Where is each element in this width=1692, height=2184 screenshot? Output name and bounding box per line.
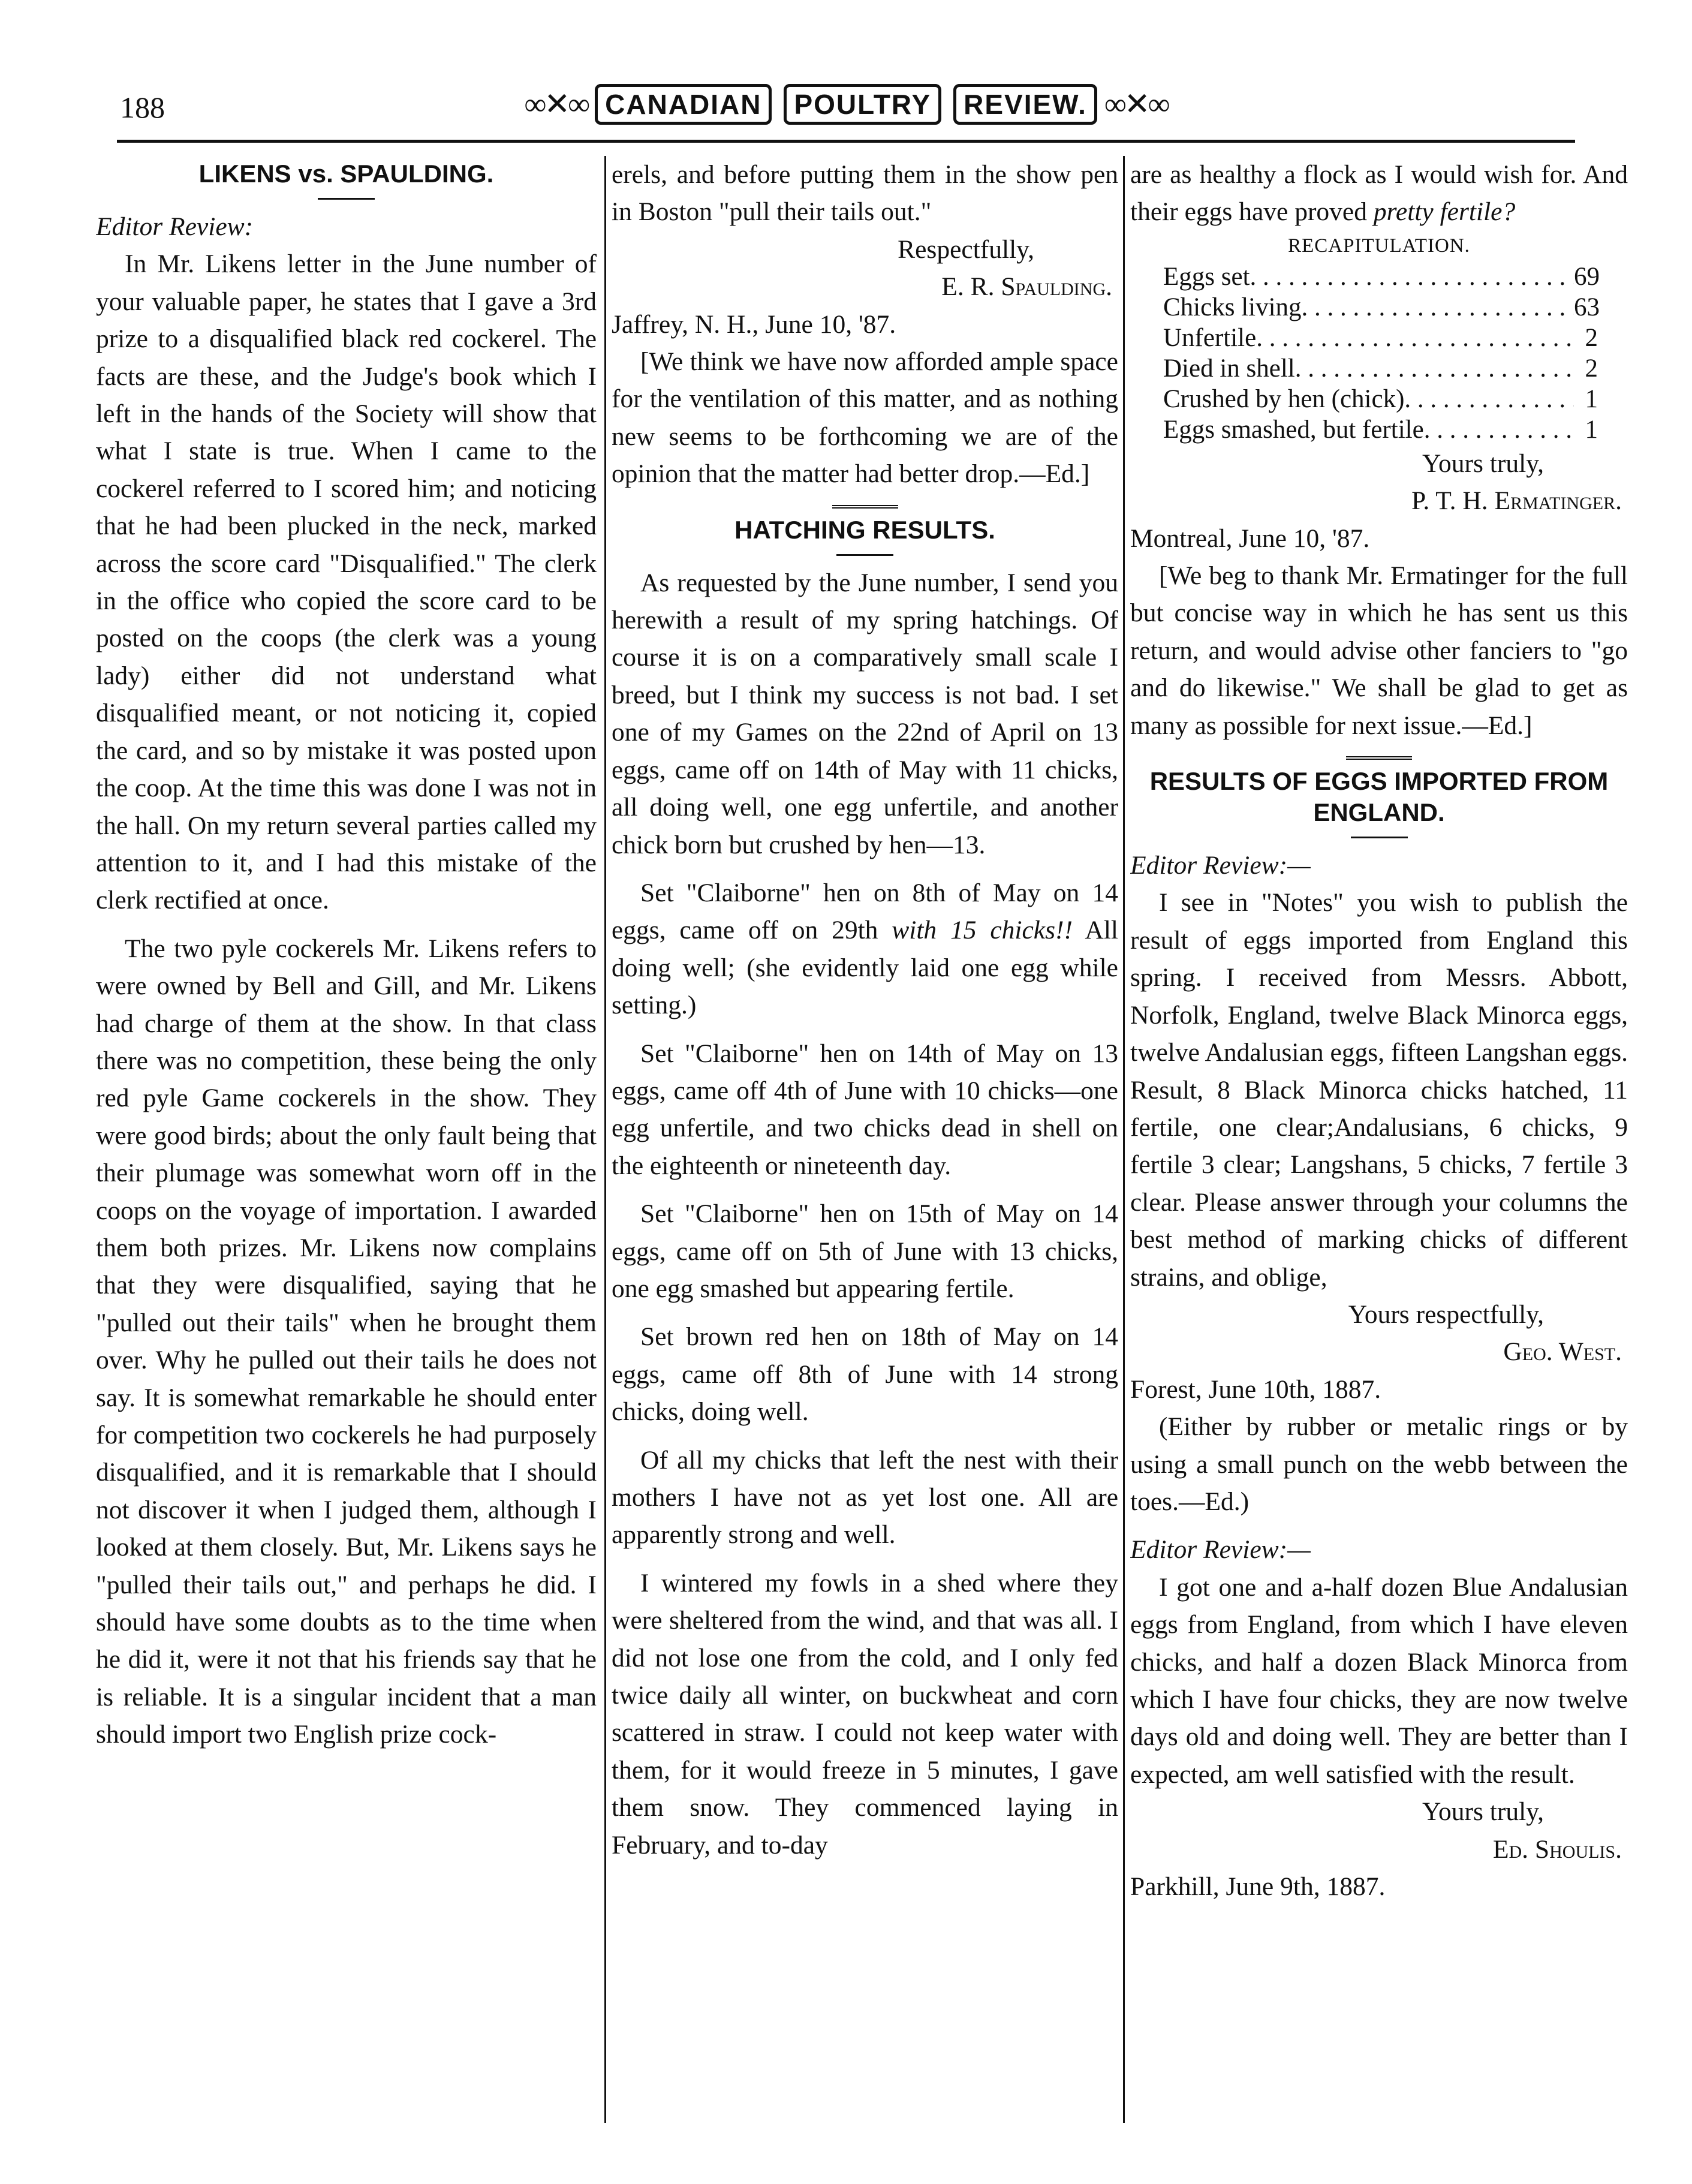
table-row	[1163, 323, 1598, 353]
column-3	[1130, 156, 1628, 2123]
article-title-likens: LIKENS vs. SPAULDING.	[198, 160, 494, 188]
dateline: Jaffrey, N. H., June 10, '87.	[612, 309, 896, 339]
page-number: 188	[120, 91, 165, 124]
title-rule	[836, 554, 893, 556]
paragraph: The two pyle cockerels Mr. Likens refers to were owned by Bell and Gill, and Mr. Likens had charge of them at the show. In that class there was no competition, these being the only red pyle Game cockerels in the show. They were good birds; about the only fault being that their plumage was somewhat worn off in the coops on the voyage of importation. I awarded them both prizes. Mr. Likens now complains that they were disqualified, saying that he "pulled out their tails" when he brought them over. Why he pulled out their tails he does not say. It is somewhat remarkable he should enter for competition two cockerels he had purposely disqualified, and it is remarkable that I should not discover it when I judged them, although I looked at them closely. But, Mr. Likens says he "pulled their tails out," and perhaps he did. I should have some doubts as to the time when he did it, were it not that his friends say that he is reliable. It is a singular incident that a man should import two English prize cock-	[96, 934, 597, 1749]
closing: Yours truly,	[1422, 1797, 1544, 1827]
masthead-word-canadian: CANADIAN	[595, 84, 772, 125]
article-title-eggs-imported: RESULTS OF EGGS IMPORTED FROM ENGLAND.	[1149, 767, 1609, 827]
closing: Yours respectfully,	[1348, 1299, 1544, 1329]
row-value: 2	[1585, 323, 1598, 352]
row-label: Unfertile	[1163, 323, 1257, 352]
paragraph: I see in "Notes" you wish to publish the result of eggs imported from England this spring. I received from Messrs. Abbott, Norfolk, England, twelve Black Minorca eggs, twelve Andalusian eggs, fifteen Langshan eggs. Result, 8 Black Minorca chicks hatched, 11 fertile, one clear;Andalusians, 6 chicks, 9 fertile 3 clear; Langshans, 5 chicks, 7 fertile 3 clear. Please answer through your columns the best method of marking chicks of different strains, and oblige,	[1130, 888, 1628, 1292]
row-label: Died in shell	[1163, 354, 1295, 383]
emphasis: pretty fertile?	[1373, 197, 1516, 227]
signature: E. R. Spaulding.	[941, 272, 1112, 302]
masthead	[0, 84, 1692, 125]
paragraph: Set "Claiborne" hen on 15th of May on 14 eggs, came off on 5th of June with 13 chicks, one egg smashed but appearing fertile.	[612, 1199, 1118, 1303]
title-rule	[1351, 837, 1408, 838]
row-value: 2	[1585, 354, 1598, 383]
closing: Respectfully,	[898, 234, 1034, 264]
column-divider-1	[604, 156, 606, 2123]
article-title-hatching: HATCHING RESULTS.	[734, 515, 995, 544]
dateline: Parkhill, June 9th, 1887.	[1130, 1872, 1386, 1902]
column-1	[96, 156, 597, 2123]
paragraph-text: are as healthy a flock as I would wish for. And their eggs have proved	[1130, 160, 1628, 227]
section-rule	[1346, 756, 1412, 760]
paragraph: I got one and a-half dozen Blue Andalusian eggs from England, from which I have eleven chicks, and half a dozen Black Minorca from which I have four chicks, they are now twelve days old and doing well. They are better than I expected, am well satisfied with the result.	[1130, 1572, 1628, 1789]
row-value: 63	[1574, 293, 1600, 321]
title-rule	[318, 198, 375, 200]
row-value: 1	[1585, 415, 1598, 444]
signature: Ed. Shoulis.	[1492, 1834, 1622, 1864]
row-value: 69	[1574, 262, 1600, 291]
recapitulation-heading: RECAPITULATION.	[1288, 234, 1470, 257]
row-value: 1	[1585, 384, 1598, 413]
paragraph	[612, 874, 1118, 1024]
signature: P. T. H. Ermatinger.	[1411, 486, 1622, 516]
dateline: Forest, June 10th, 1887.	[1130, 1374, 1381, 1404]
row-label: Chicks living	[1163, 293, 1302, 321]
paragraph-continued	[1130, 156, 1628, 231]
table-row	[1163, 261, 1598, 292]
table-row	[1163, 384, 1598, 414]
masthead-word-poultry: POULTRY	[784, 84, 941, 125]
table-row	[1163, 414, 1598, 445]
row-label: Eggs set	[1163, 262, 1250, 291]
masthead-word-review: REVIEW.	[953, 84, 1097, 125]
table-row	[1163, 353, 1598, 384]
dateline: Montreal, June 10, '87.	[1130, 524, 1370, 553]
editor-note: [We beg to thank Mr. Ermatinger for the full but concise way in which he has sent us this return, and would advise other fanciers to "go and do likewise." We shall be glad to get as many as possible for next issue.—Ed.]	[1130, 561, 1628, 740]
paragraph: Set "Claiborne" hen on 14th of May on 13 eggs, came off 4th of June with 10 chicks—one egg unfertile, and two chicks dead in shell on the eighteenth or nineteenth day.	[612, 1039, 1118, 1180]
row-label: Crushed by hen (chick)	[1163, 384, 1405, 413]
emphasis: with 15 chicks!!	[892, 916, 1073, 945]
paragraph: As requested by the June number, I send you herewith a result of my spring hatchings. Of course it is on a comparatively small scale I breed, but I think my success is not bad. I set one of my Games on the 22nd of April on 13 eggs, came off on 14th of May with 11 chicks, all doing well, one egg unfertile, and another chick born but crushed by hen—13.	[612, 568, 1118, 859]
column-2	[612, 156, 1118, 2123]
paragraph-text: Set "Claiborne" hen on 8th of May on 14 eggs, came off on 29th	[612, 878, 1118, 945]
paragraph-continued: erels, and before putting them in the show pen in Boston "pull their tails out."	[612, 160, 1118, 227]
recapitulation-table	[1163, 231, 1628, 445]
masthead-ornament-right: ∞✕∞	[1104, 88, 1168, 122]
header-rule	[117, 140, 1575, 143]
masthead-ornament-left: ∞✕∞	[524, 88, 588, 122]
salutation: Editor Review:	[96, 212, 254, 241]
row-label: Eggs smashed, but fertile	[1163, 415, 1424, 444]
editor-note: (Either by rubber or metalic rings or by using a small punch on the webb between the toes.—Ed.)	[1130, 1412, 1628, 1516]
table-row	[1163, 292, 1598, 323]
paragraph: Set brown red hen on 18th of May on 14 eggs, came off 8th of June with 14 strong chicks, doing well.	[612, 1322, 1118, 1427]
closing: Yours truly,	[1422, 449, 1544, 478]
paragraph: I wintered my fowls in a shed where they were sheltered from the wind, and that was all. I did not lose one from the cold, and I only fed twice daily all winter, on buckwheat and corn scattered in straw. I could not keep water with them, for it would freeze in 5 minutes, I gave them snow. They commenced laying in February, and to-day	[612, 1568, 1118, 1860]
paragraph: Of all my chicks that left the nest with their mothers I have not as yet lost one. All are apparently strong and well.	[612, 1445, 1118, 1550]
editor-note: [We think we have now afforded ample space for the ventilation of this matter, and as nothing new seems to be forthcoming we are of the opinion that the matter had better drop.—Ed.]	[612, 347, 1118, 489]
salutation: Editor Review:—	[1130, 851, 1311, 880]
signature: Geo. West.	[1503, 1337, 1622, 1367]
column-divider-2	[1123, 156, 1125, 2123]
paragraph: In Mr. Likens letter in the June number of your valuable paper, he states that I gave a 3rd prize to a disqualified black red cockerel. The facts are these, and the Judge's book which I left in the hands of the Society will show that what I state is true. When I came to the cockerel referred to I scored him; and noticing that he had been plucked in the neck, marked across the score card "Disqualified." The clerk in the office who copied the score card to be posted on the coops (the clerk was a young lady) either did not understand what disqualified meant, or not noticing it, copied the card, and so by mistake it was posted upon the coop. At the time this was done I was not in the hall. On my return several parties called my attention to it, and I had this mistake of the clerk rectified at once.	[96, 249, 597, 915]
paragraph-text: All doing well; (she evidently laid one egg while setting.)	[612, 916, 1118, 1020]
section-rule	[832, 505, 898, 509]
salutation: Editor Review:—	[1130, 1535, 1311, 1565]
